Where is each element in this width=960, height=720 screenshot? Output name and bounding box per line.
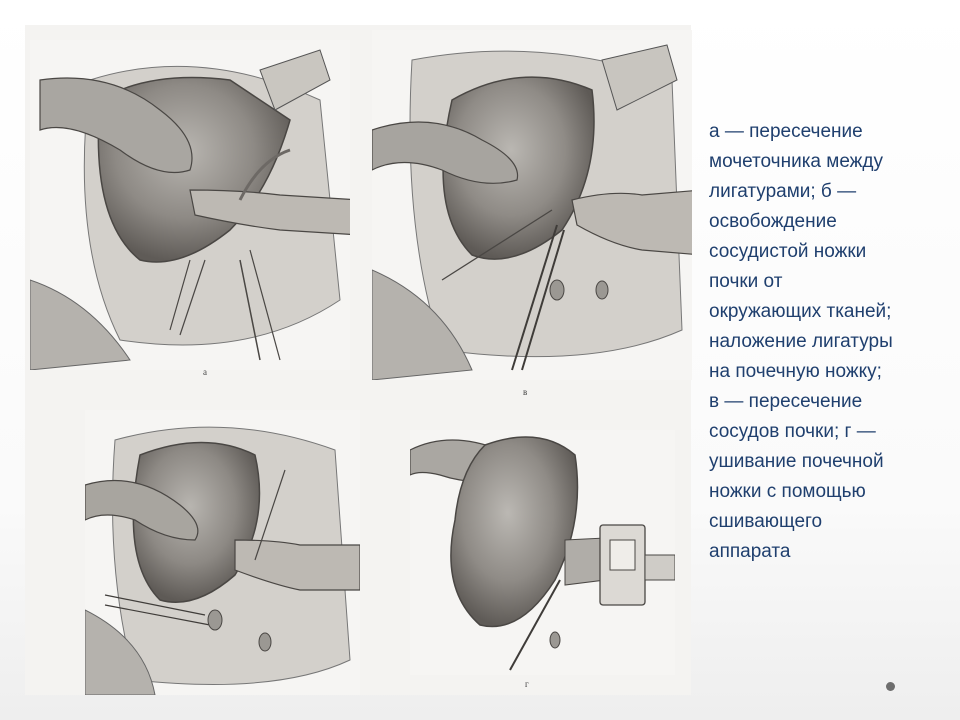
caption-line: освобождение: [709, 211, 837, 232]
caption-line: сшивающего: [709, 511, 823, 532]
caption-line: на почечную ножку;: [709, 361, 882, 382]
figure-letter-d: г: [525, 679, 529, 689]
caption-line: почки от: [709, 271, 783, 292]
caption-line: ножки с помощью: [709, 481, 866, 502]
illustration-panel-a: [30, 40, 350, 370]
caption-line: сосудистой ножки: [709, 241, 867, 262]
caption-line: ушивание почечной: [709, 451, 884, 472]
bullet-dot-icon: [886, 682, 895, 691]
figure-caption: [709, 117, 944, 567]
illustration-panel-d: [410, 430, 675, 675]
caption-line: аппарата: [709, 541, 791, 562]
illustration-b-drawing: [372, 30, 692, 380]
illustration-panel-b: [372, 30, 692, 380]
illustration-panel-c: [85, 410, 360, 695]
caption-line: окружающих тканей;: [709, 301, 892, 322]
caption-line: наложение лигатуры: [709, 331, 893, 352]
figure-letter-a: а: [203, 367, 207, 377]
figure-letter-b: в: [523, 387, 528, 397]
illustration-d-drawing: [410, 430, 675, 675]
caption-line: а — пересечение: [709, 121, 863, 142]
illustration-c-drawing: [85, 410, 360, 695]
caption-line: сосудов почки; г —: [709, 421, 876, 442]
surgical-illustration-sheet: [25, 25, 691, 695]
caption-line: лигатурами; б —: [709, 181, 857, 202]
illustration-a-drawing: [30, 40, 350, 370]
caption-line: в — пересечение: [709, 391, 863, 412]
caption-line: мочеточника между: [709, 151, 883, 172]
